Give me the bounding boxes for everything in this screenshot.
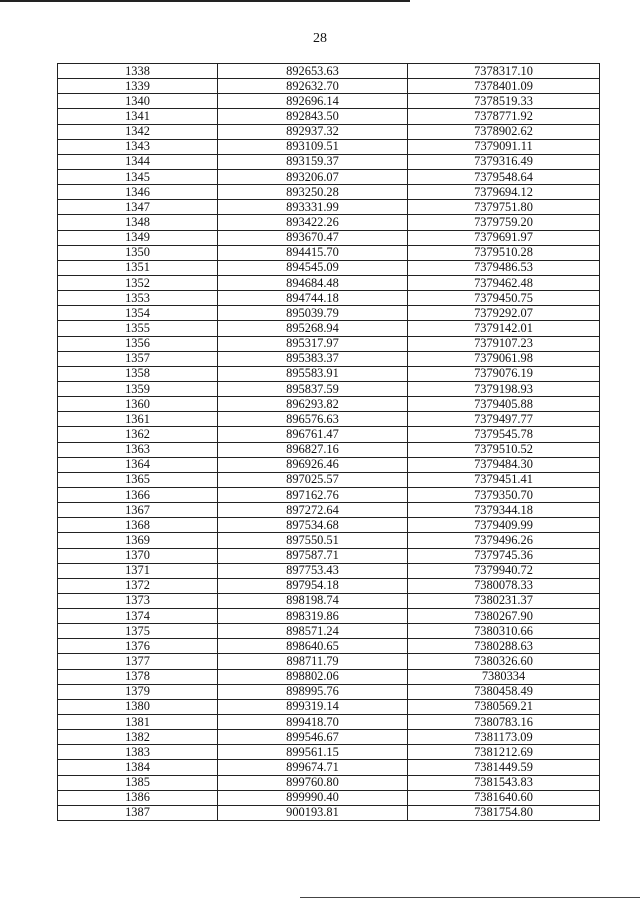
x-coordinate-cell: 899418.70 <box>218 715 408 730</box>
point-number-cell: 1354 <box>58 306 218 321</box>
x-coordinate-cell: 893422.26 <box>218 215 408 230</box>
table-row <box>58 215 600 230</box>
table-row <box>58 230 600 245</box>
table-row <box>58 275 600 290</box>
table-row <box>58 775 600 790</box>
point-number-cell: 1343 <box>58 139 218 154</box>
x-coordinate-cell: 893670.47 <box>218 230 408 245</box>
table-row <box>58 654 600 669</box>
point-number-cell: 1342 <box>58 124 218 139</box>
y-coordinate-cell: 7379691.97 <box>408 230 600 245</box>
y-coordinate-cell: 7379316.49 <box>408 154 600 169</box>
point-number-cell: 1358 <box>58 366 218 381</box>
point-number-cell: 1371 <box>58 563 218 578</box>
table-row <box>58 427 600 442</box>
x-coordinate-cell: 897272.64 <box>218 503 408 518</box>
point-number-cell: 1380 <box>58 699 218 714</box>
y-coordinate-cell: 7379142.01 <box>408 321 600 336</box>
table-row <box>58 321 600 336</box>
y-coordinate-cell: 7378771.92 <box>408 109 600 124</box>
y-coordinate-cell: 7380231.37 <box>408 593 600 608</box>
y-coordinate-cell: 7381543.83 <box>408 775 600 790</box>
y-coordinate-cell: 7379076.19 <box>408 366 600 381</box>
table-row <box>58 109 600 124</box>
x-coordinate-cell: 892653.63 <box>218 64 408 79</box>
point-number-cell: 1341 <box>58 109 218 124</box>
x-coordinate-cell: 898319.86 <box>218 609 408 624</box>
point-number-cell: 1365 <box>58 472 218 487</box>
y-coordinate-cell: 7381173.09 <box>408 730 600 745</box>
x-coordinate-cell: 900193.81 <box>218 805 408 820</box>
table-row <box>58 291 600 306</box>
y-coordinate-cell: 7379061.98 <box>408 351 600 366</box>
y-coordinate-cell: 7381212.69 <box>408 745 600 760</box>
y-coordinate-cell: 7381449.59 <box>408 760 600 775</box>
y-coordinate-cell: 7379751.80 <box>408 200 600 215</box>
x-coordinate-cell: 899760.80 <box>218 775 408 790</box>
point-number-cell: 1378 <box>58 669 218 684</box>
point-number-cell: 1381 <box>58 715 218 730</box>
y-coordinate-cell: 7380326.60 <box>408 654 600 669</box>
x-coordinate-cell: 892937.32 <box>218 124 408 139</box>
x-coordinate-cell: 898198.74 <box>218 593 408 608</box>
point-number-cell: 1363 <box>58 442 218 457</box>
table-row <box>58 578 600 593</box>
x-coordinate-cell: 898640.65 <box>218 639 408 654</box>
point-number-cell: 1373 <box>58 593 218 608</box>
point-number-cell: 1387 <box>58 805 218 820</box>
top-rule <box>0 0 410 2</box>
point-number-cell: 1355 <box>58 321 218 336</box>
y-coordinate-cell: 7379091.11 <box>408 139 600 154</box>
table-row <box>58 609 600 624</box>
table-row <box>58 124 600 139</box>
y-coordinate-cell: 7378902.62 <box>408 124 600 139</box>
point-number-cell: 1382 <box>58 730 218 745</box>
x-coordinate-cell: 895039.79 <box>218 306 408 321</box>
x-coordinate-cell: 893206.07 <box>218 169 408 184</box>
x-coordinate-cell: 897587.71 <box>218 548 408 563</box>
table-row <box>58 760 600 775</box>
x-coordinate-cell: 898571.24 <box>218 624 408 639</box>
point-number-cell: 1353 <box>58 291 218 306</box>
x-coordinate-cell: 896926.46 <box>218 457 408 472</box>
x-coordinate-cell: 895317.97 <box>218 336 408 351</box>
y-coordinate-cell: 7380078.33 <box>408 578 600 593</box>
table-row <box>58 442 600 457</box>
x-coordinate-cell: 895268.94 <box>218 321 408 336</box>
point-number-cell: 1362 <box>58 427 218 442</box>
point-number-cell: 1370 <box>58 548 218 563</box>
table-row <box>58 94 600 109</box>
point-number-cell: 1346 <box>58 185 218 200</box>
x-coordinate-cell: 893250.28 <box>218 185 408 200</box>
point-number-cell: 1379 <box>58 684 218 699</box>
y-coordinate-cell: 7379745.36 <box>408 548 600 563</box>
x-coordinate-cell: 897550.51 <box>218 533 408 548</box>
x-coordinate-cell: 897753.43 <box>218 563 408 578</box>
x-coordinate-cell: 892632.70 <box>218 79 408 94</box>
x-coordinate-cell: 893159.37 <box>218 154 408 169</box>
point-number-cell: 1338 <box>58 64 218 79</box>
table-row <box>58 351 600 366</box>
point-number-cell: 1366 <box>58 487 218 502</box>
x-coordinate-cell: 898995.76 <box>218 684 408 699</box>
point-number-cell: 1364 <box>58 457 218 472</box>
table-row <box>58 563 600 578</box>
table-row <box>58 306 600 321</box>
y-coordinate-cell: 7380267.90 <box>408 609 600 624</box>
y-coordinate-cell: 7379350.70 <box>408 487 600 502</box>
y-coordinate-cell: 7379510.52 <box>408 442 600 457</box>
table-row <box>58 684 600 699</box>
y-coordinate-cell: 7379451.41 <box>408 472 600 487</box>
y-coordinate-cell: 7379510.28 <box>408 245 600 260</box>
point-number-cell: 1350 <box>58 245 218 260</box>
x-coordinate-cell: 899319.14 <box>218 699 408 714</box>
y-coordinate-cell: 7381640.60 <box>408 790 600 805</box>
y-coordinate-cell: 7379484.30 <box>408 457 600 472</box>
y-coordinate-cell: 7379450.75 <box>408 291 600 306</box>
table-row <box>58 487 600 502</box>
x-coordinate-cell: 898802.06 <box>218 669 408 684</box>
point-number-cell: 1384 <box>58 760 218 775</box>
x-coordinate-cell: 899990.40 <box>218 790 408 805</box>
y-coordinate-cell: 7378519.33 <box>408 94 600 109</box>
y-coordinate-cell: 7380569.21 <box>408 699 600 714</box>
y-coordinate-cell: 7379107.23 <box>408 336 600 351</box>
table-row <box>58 730 600 745</box>
table-row <box>58 745 600 760</box>
point-number-cell: 1348 <box>58 215 218 230</box>
x-coordinate-cell: 896761.47 <box>218 427 408 442</box>
x-coordinate-cell: 892696.14 <box>218 94 408 109</box>
x-coordinate-cell: 895837.59 <box>218 381 408 396</box>
x-coordinate-cell: 892843.50 <box>218 109 408 124</box>
bottom-rule <box>300 897 640 898</box>
y-coordinate-cell: 7380783.16 <box>408 715 600 730</box>
x-coordinate-cell: 895383.37 <box>218 351 408 366</box>
table-row <box>58 154 600 169</box>
point-number-cell: 1383 <box>58 745 218 760</box>
x-coordinate-cell: 899674.71 <box>218 760 408 775</box>
y-coordinate-cell: 7381754.80 <box>408 805 600 820</box>
x-coordinate-cell: 894545.09 <box>218 260 408 275</box>
point-number-cell: 1356 <box>58 336 218 351</box>
table-row <box>58 699 600 714</box>
table-row <box>58 457 600 472</box>
table-row <box>58 790 600 805</box>
x-coordinate-cell: 899561.15 <box>218 745 408 760</box>
table-row <box>58 518 600 533</box>
table-row <box>58 503 600 518</box>
x-coordinate-cell: 899546.67 <box>218 730 408 745</box>
point-number-cell: 1359 <box>58 381 218 396</box>
point-number-cell: 1345 <box>58 169 218 184</box>
x-coordinate-cell: 896827.16 <box>218 442 408 457</box>
x-coordinate-cell: 898711.79 <box>218 654 408 669</box>
y-coordinate-cell: 7379344.18 <box>408 503 600 518</box>
point-number-cell: 1361 <box>58 412 218 427</box>
table-row <box>58 260 600 275</box>
x-coordinate-cell: 897025.57 <box>218 472 408 487</box>
table-row <box>58 805 600 820</box>
y-coordinate-cell: 7379486.53 <box>408 260 600 275</box>
point-number-cell: 1352 <box>58 275 218 290</box>
point-number-cell: 1374 <box>58 609 218 624</box>
coordinates-table <box>57 63 600 821</box>
point-number-cell: 1340 <box>58 94 218 109</box>
table-row <box>58 715 600 730</box>
point-number-cell: 1386 <box>58 790 218 805</box>
point-number-cell: 1377 <box>58 654 218 669</box>
point-number-cell: 1369 <box>58 533 218 548</box>
table-row <box>58 79 600 94</box>
table-row <box>58 669 600 684</box>
table-row <box>58 200 600 215</box>
point-number-cell: 1368 <box>58 518 218 533</box>
y-coordinate-cell: 7379545.78 <box>408 427 600 442</box>
y-coordinate-cell: 7378317.10 <box>408 64 600 79</box>
x-coordinate-cell: 896293.82 <box>218 397 408 412</box>
x-coordinate-cell: 894744.18 <box>218 291 408 306</box>
x-coordinate-cell: 893331.99 <box>218 200 408 215</box>
y-coordinate-cell: 7380288.63 <box>408 639 600 654</box>
x-coordinate-cell: 897534.68 <box>218 518 408 533</box>
y-coordinate-cell: 7379940.72 <box>408 563 600 578</box>
table-row <box>58 397 600 412</box>
coordinates-table-body <box>58 64 600 821</box>
x-coordinate-cell: 897162.76 <box>218 487 408 502</box>
point-number-cell: 1375 <box>58 624 218 639</box>
point-number-cell: 1372 <box>58 578 218 593</box>
point-number-cell: 1357 <box>58 351 218 366</box>
y-coordinate-cell: 7379548.64 <box>408 169 600 184</box>
point-number-cell: 1360 <box>58 397 218 412</box>
table-row <box>58 245 600 260</box>
y-coordinate-cell: 7379496.26 <box>408 533 600 548</box>
page-number: 28 <box>313 31 327 46</box>
y-coordinate-cell: 7379409.99 <box>408 518 600 533</box>
x-coordinate-cell: 893109.51 <box>218 139 408 154</box>
table-row <box>58 624 600 639</box>
y-coordinate-cell: 7380458.49 <box>408 684 600 699</box>
table-row <box>58 185 600 200</box>
table-row <box>58 381 600 396</box>
table-row <box>58 64 600 79</box>
table-row <box>58 366 600 381</box>
x-coordinate-cell: 896576.63 <box>218 412 408 427</box>
point-number-cell: 1351 <box>58 260 218 275</box>
point-number-cell: 1376 <box>58 639 218 654</box>
table-row <box>58 548 600 563</box>
table-row <box>58 139 600 154</box>
table-row <box>58 533 600 548</box>
point-number-cell: 1385 <box>58 775 218 790</box>
y-coordinate-cell: 7378401.09 <box>408 79 600 94</box>
point-number-cell: 1347 <box>58 200 218 215</box>
y-coordinate-cell: 7379759.20 <box>408 215 600 230</box>
table-row <box>58 639 600 654</box>
table-row <box>58 593 600 608</box>
table-row <box>58 169 600 184</box>
table-row <box>58 472 600 487</box>
x-coordinate-cell: 894415.70 <box>218 245 408 260</box>
point-number-cell: 1349 <box>58 230 218 245</box>
y-coordinate-cell: 7379462.48 <box>408 275 600 290</box>
y-coordinate-cell: 7379198.93 <box>408 381 600 396</box>
x-coordinate-cell: 894684.48 <box>218 275 408 290</box>
point-number-cell: 1367 <box>58 503 218 518</box>
y-coordinate-cell: 7379497.77 <box>408 412 600 427</box>
table-row <box>58 412 600 427</box>
y-coordinate-cell: 7380334 <box>408 669 600 684</box>
table-row <box>58 336 600 351</box>
y-coordinate-cell: 7379694.12 <box>408 185 600 200</box>
point-number-cell: 1339 <box>58 79 218 94</box>
y-coordinate-cell: 7379292.07 <box>408 306 600 321</box>
y-coordinate-cell: 7380310.66 <box>408 624 600 639</box>
x-coordinate-cell: 897954.18 <box>218 578 408 593</box>
x-coordinate-cell: 895583.91 <box>218 366 408 381</box>
y-coordinate-cell: 7379405.88 <box>408 397 600 412</box>
point-number-cell: 1344 <box>58 154 218 169</box>
